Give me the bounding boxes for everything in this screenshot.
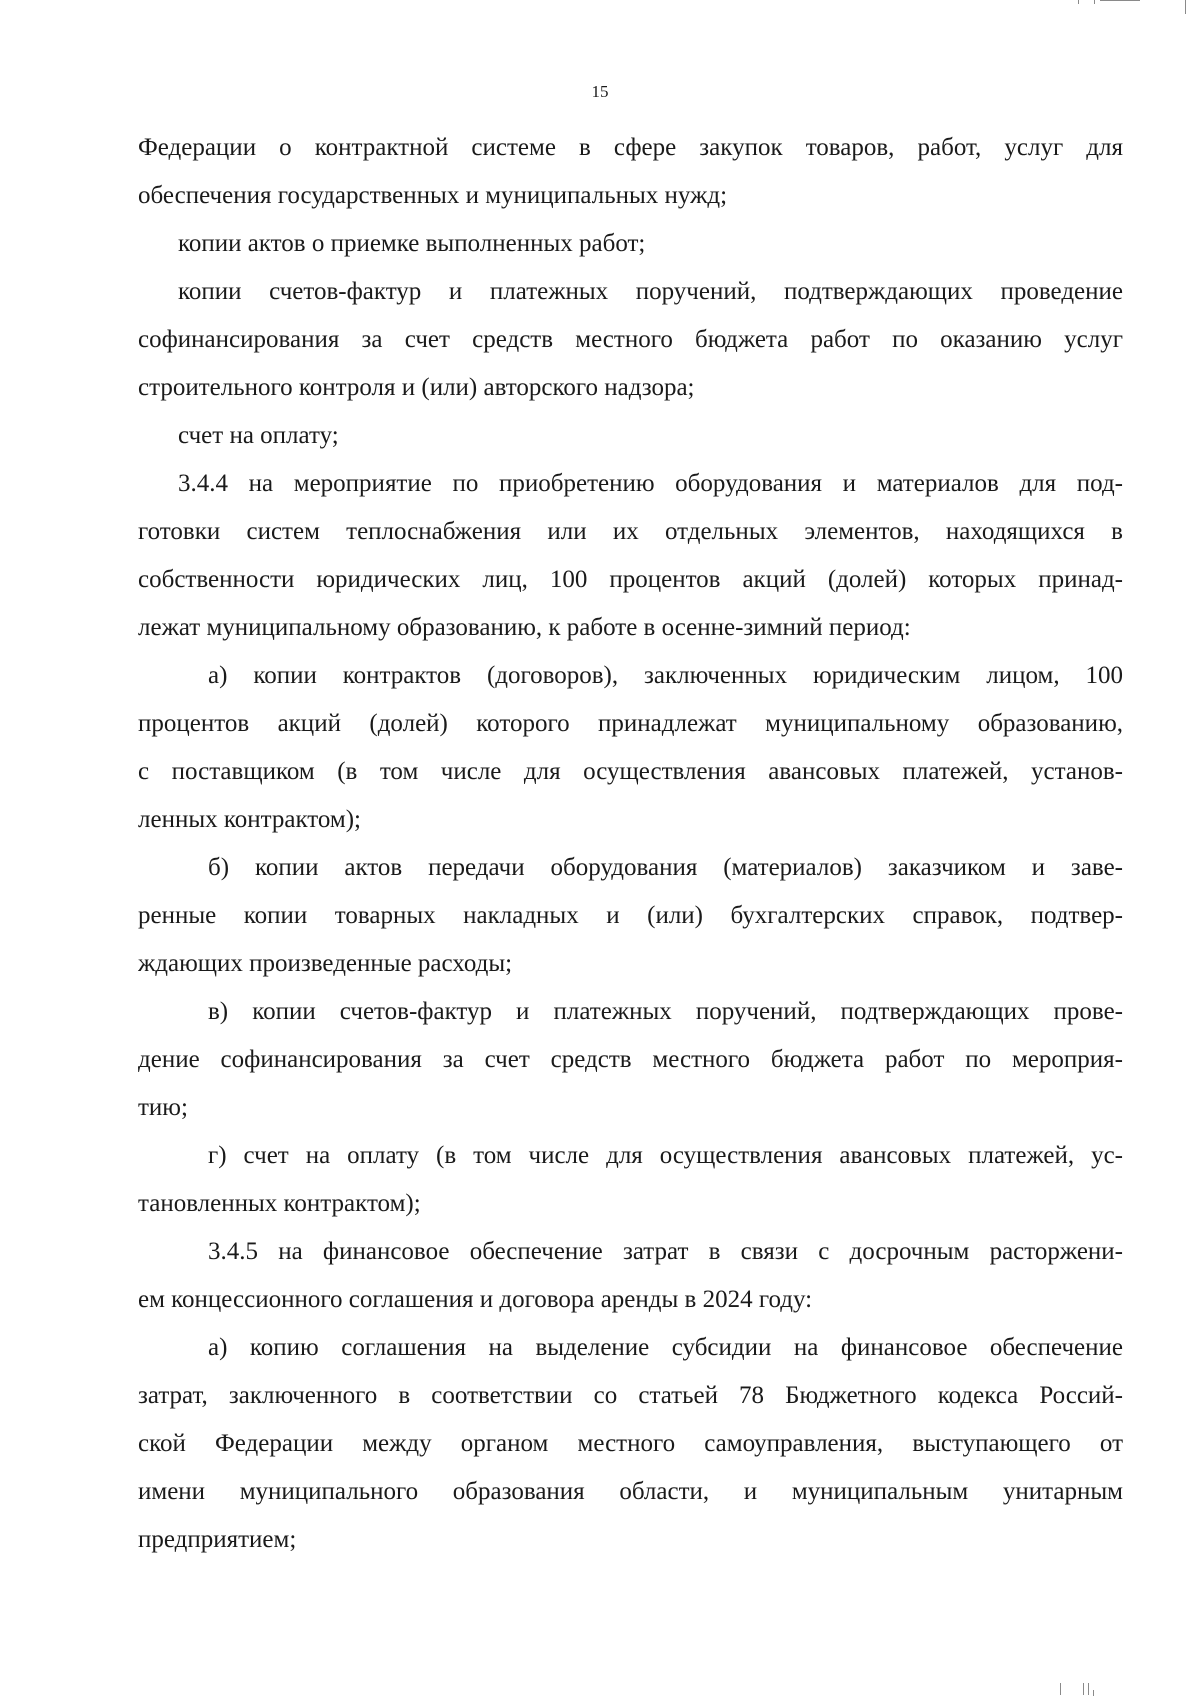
text-line: софинансирования за счет средств местного бюджета работ по оказанию услуг [138,326,1123,353]
scan-artifact [1060,1683,1061,1695]
text-line: дение софинансирования за счет средств местного бюджета работ по мероприя- [138,1046,1123,1073]
text-line: предприятием; [138,1526,297,1553]
scan-artifact [1078,0,1079,4]
text-line: с поставщиком (в том числе для осуществления авансовых платежей, установ- [138,758,1123,785]
document-body [138,124,1123,1564]
text-line: копии счетов-фактур и платежных поручений, подтверждающих проведение [178,278,1123,305]
text-line: Федерации о контрактной системе в сфере закупок товаров, работ, услуг для [138,134,1123,161]
text-line: собственности юридических лиц, 100 процентов акций (долей) которых принад- [138,566,1123,593]
text-line: копии актов о приемке выполненных работ; [178,230,646,257]
scan-artifact [1185,0,1186,14]
text-line: а) копию соглашения на выделение субсидии на финансовое обеспечение [208,1334,1123,1361]
text-line: ем концессионного соглашения и договора аренды в 2024 году: [138,1286,813,1313]
scan-artifact [1100,0,1140,1]
text-line: ренные копии товарных накладных и (или) бухгалтерских справок, подтвер- [138,902,1123,929]
text-line: процентов акций (долей) которого принадлежат муниципальному образованию, [138,710,1123,737]
text-line: тановленных контрактом); [138,1190,421,1217]
text-line: счет на оплату; [178,422,339,449]
text-line: 3.4.5 на финансовое обеспечение затрат в связи с досрочным расторжени- [208,1238,1123,1265]
text-line: тию; [138,1094,188,1121]
scan-artifact [1094,0,1095,4]
text-line: готовки систем теплоснабжения или их отдельных элементов, находящихся в [138,518,1123,545]
text-line: лежат муниципальному образованию, к работе в осенне-зимний период: [138,614,911,641]
text-line: ской Федерации между органом местного самоуправления, выступающего от [138,1430,1123,1457]
scan-artifact [1093,1690,1094,1696]
page-number: 15 [591,82,609,101]
text-line: строительного контроля и (или) авторского надзора; [138,374,695,401]
text-line: ленных контрактом); [138,806,361,833]
scan-artifact [1083,1683,1084,1695]
text-line: г) счет на оплату (в том числе для осуществления авансовых платежей, ус- [208,1142,1123,1169]
text-line: б) копии актов передачи оборудования (материалов) заказчиком и заве- [208,854,1123,881]
text-line: ждающих произведенные расходы; [138,950,513,977]
text-line: затрат, заключенного в соответствии со статьей 78 Бюджетного кодекса Россий- [138,1382,1123,1409]
text-line: имени муниципального образования области, и муниципальным унитарным [138,1478,1123,1505]
scan-artifact [1088,1683,1089,1695]
text-line: обеспечения государственных и муниципальных нужд; [138,182,728,209]
text-line: а) копии контрактов (договоров), заключенных юридическим лицом, 100 [208,662,1123,689]
text-line: в) копии счетов-фактур и платежных поручений, подтверждающих прове- [208,998,1123,1025]
text-line: 3.4.4 на мероприятие по приобретению оборудования и материалов для под- [178,470,1123,497]
